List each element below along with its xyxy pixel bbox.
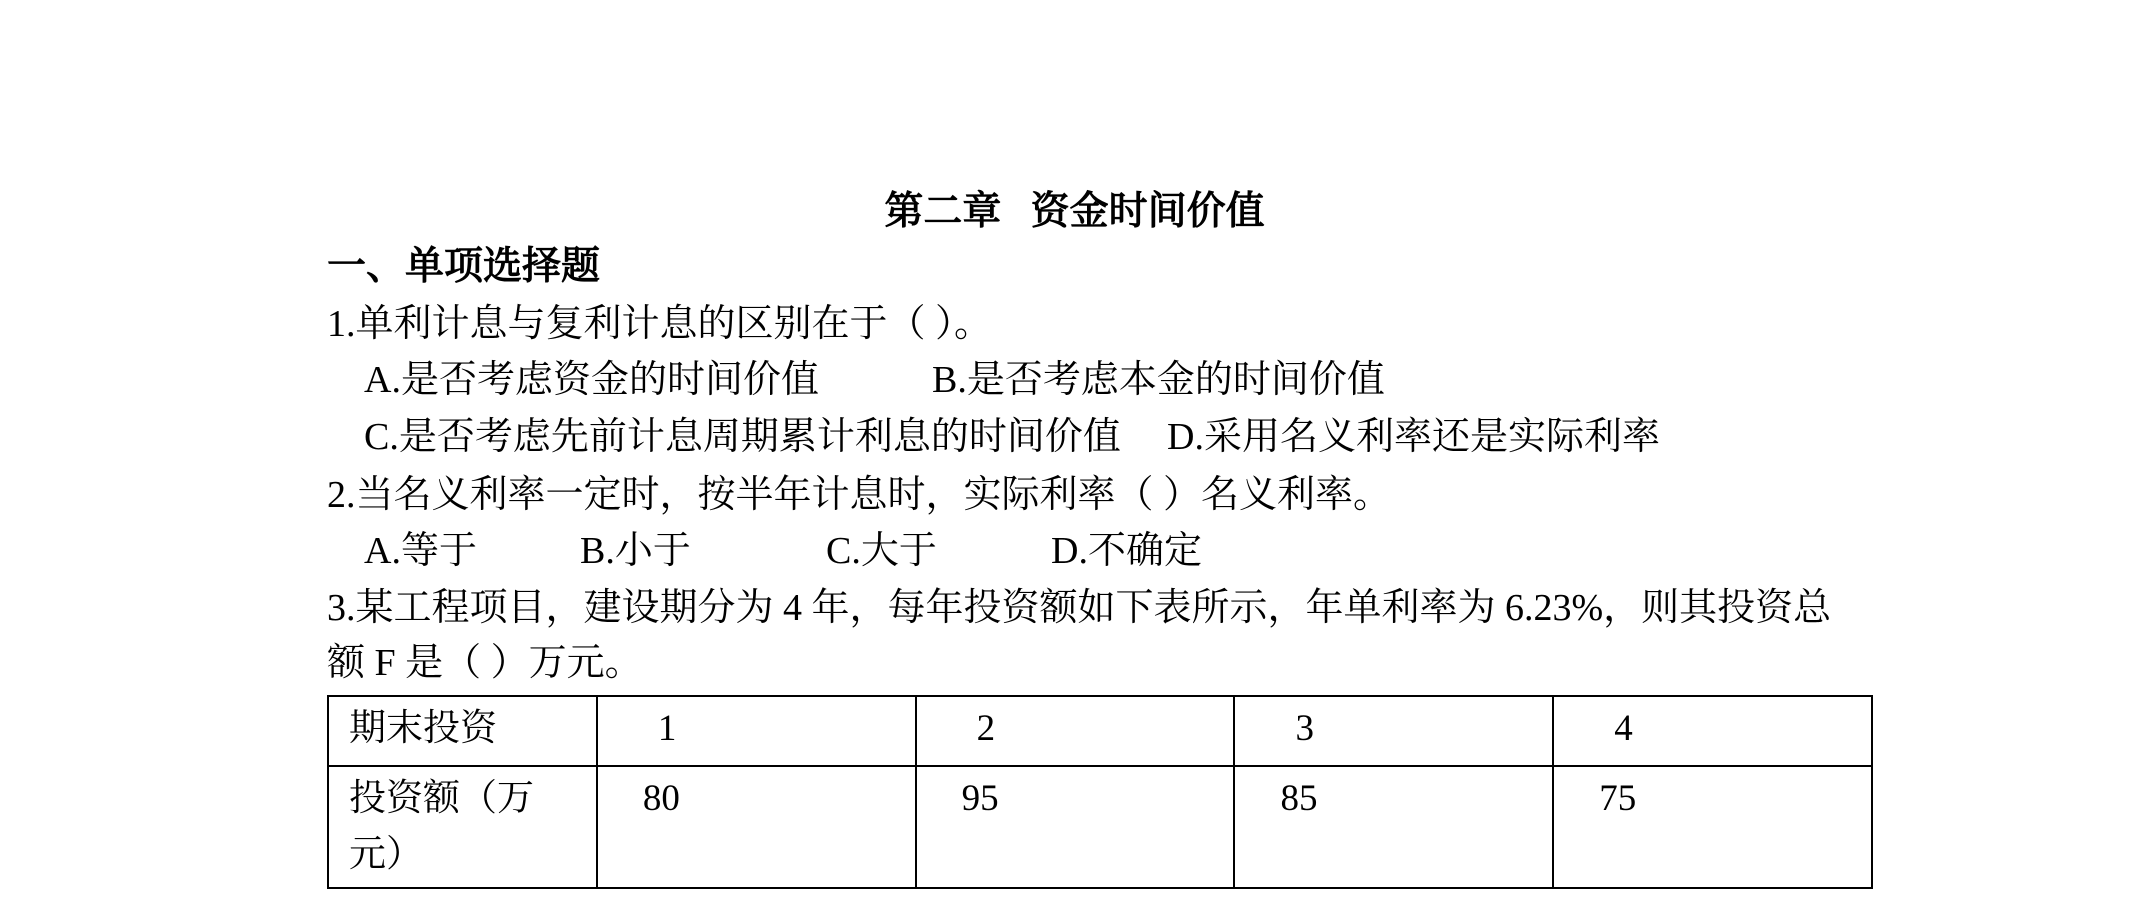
section-title: 一、单项选择题	[327, 245, 601, 288]
table-header-label: 期末投资	[328, 696, 597, 766]
question-2-option-a: A.等于	[364, 530, 477, 572]
question-1-option-b: B.是否考虑本金的时间价值	[932, 359, 1385, 401]
question-2-option-b: B.小于	[580, 530, 691, 572]
table-header-year-2: 2	[916, 696, 1235, 766]
question-1-option-c: C.是否考虑先前计息周期累计利息的时间价值	[364, 416, 1121, 458]
question-3-stem-line-2: 额 F 是（ ）万元。	[327, 642, 643, 684]
question-1-option-a: A.是否考虑资金的时间价值	[364, 359, 819, 401]
table-cell-year-4: 75	[1553, 766, 1872, 888]
table-row-label-line-2: 元）	[349, 834, 423, 875]
question-1-option-d: D.采用名义利率还是实际利率	[1167, 416, 1660, 458]
question-2-option-c: C.大于	[826, 530, 937, 572]
table-row-label-line-1: 投资额（万	[349, 778, 534, 819]
investment-table	[327, 695, 1873, 889]
table-header-year-4: 4	[1553, 696, 1872, 766]
table-row-label	[328, 766, 597, 888]
table-header-row	[328, 696, 1872, 766]
table-cell-year-2: 95	[916, 766, 1235, 888]
chapter-title: 第二章 资金时间价值	[884, 190, 1265, 233]
table-header-year-3: 3	[1234, 696, 1553, 766]
question-1-stem: 1.单利计息与复利计息的区别在于（ ）。	[327, 303, 993, 345]
table-cell-year-3: 85	[1234, 766, 1553, 888]
table-header-year-1: 1	[597, 696, 916, 766]
question-3-stem-line-1: 3.某工程项目，建设期分为 4 年，每年投资额如下表所示，年单利率为 6.23%，则其投资总	[327, 587, 1832, 629]
question-2-stem: 2.当名义利率一定时，按半年计息时，实际利率（ ）名义利率。	[327, 474, 1392, 516]
question-2-option-d: D.不确定	[1051, 530, 1202, 572]
table-cell-year-1: 80	[597, 766, 916, 888]
table-row	[328, 766, 1872, 888]
